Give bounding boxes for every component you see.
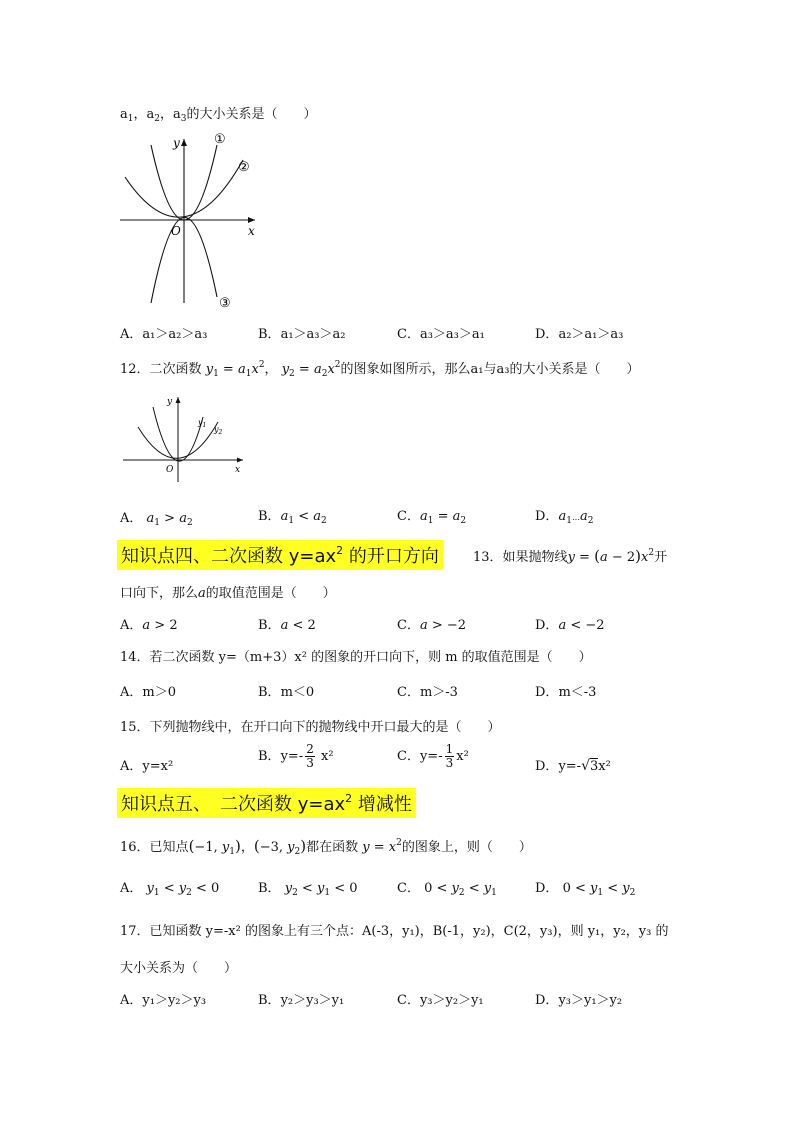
q14-option-a[interactable]: A．m＞0	[120, 685, 176, 700]
q17-option-d[interactable]: D．y₃＞y₁＞y₂	[535, 993, 623, 1008]
x-label: x	[248, 224, 255, 238]
q12-option-d[interactable]: D．$a_1\dots a_2$	[535, 509, 594, 526]
section-4-heading: 知识点四、二次函数 $y=ax^2$ 的开口方向	[117, 540, 443, 570]
q15-option-d[interactable]: D．y=-√3x²	[535, 758, 611, 774]
q12-stem: 12．二次函数 $y_1 = a_1x^2$， $y_2 = a_2x^2$的图象如图所示，那么a₁与a₃的大小关系是（ ）	[120, 360, 640, 379]
x-axis-arrow	[248, 217, 255, 223]
q14-option-d[interactable]: D．m＜-3	[535, 685, 597, 700]
q16-option-a[interactable]: A． $y_1 < y_2 < 0$	[120, 881, 220, 898]
q17-option-c[interactable]: C．y₃＞y₂＞y₁	[397, 993, 484, 1008]
q14-option-b[interactable]: B．m＜0	[258, 685, 315, 700]
q15-option-b[interactable]: B．y=- $\frac{2}{3}$ x²	[258, 742, 334, 770]
y1-label: $y_1$	[198, 418, 207, 429]
x-axis-arrow	[237, 458, 243, 463]
q17-option-b[interactable]: B．y₂＞y₃＞y₁	[258, 993, 345, 1008]
curve-3-label: ③	[219, 296, 231, 310]
q13-option-d[interactable]: D．a < −2	[535, 618, 605, 633]
q17-stem-line1: 17．已知函数 y=-x² 的图象上有三个点：A(-3，y₁)，B(-1，y₂)，C(2，y₃)，则 y₁，y₂，y₃ 的	[120, 924, 669, 939]
y-axis-arrow	[181, 139, 187, 146]
x-label: x	[235, 465, 241, 475]
q15-option-a[interactable]: A．y=x²	[120, 759, 174, 774]
q13-stem-line1: 13．如果抛物线$y = (a - 2)x^2$开	[473, 547, 668, 565]
q15-option-c[interactable]: C．y=- $\frac{1}{3}$ x²	[397, 742, 469, 770]
origin-label: O	[171, 224, 181, 238]
q12-option-c[interactable]: C．$a_1 = a_2$	[397, 509, 467, 526]
q11-option-b[interactable]: B．a₁＞a₃＞a₂	[258, 327, 346, 342]
q13-option-c[interactable]: C．a > −2	[397, 618, 467, 633]
q17-stem-line2: 大小关系为（ ）	[120, 961, 238, 976]
q14-option-c[interactable]: C．m＞-3	[397, 685, 458, 700]
q16-option-d[interactable]: D． $0 < y_1 < y_2$	[535, 881, 636, 898]
y2-label: $y_2$	[214, 425, 223, 436]
q16-option-b[interactable]: B． $y_2 < y_1 < 0$	[258, 881, 358, 898]
curve-1-label: ①	[214, 132, 226, 147]
q16-stem: 16．已知点(−1, $y_1$)，(−3, $y_2$)都在函数 $y = x^2$的图象上，则（ ）	[120, 837, 532, 857]
q17-option-a[interactable]: A．y₁＞y₂＞y₃	[120, 993, 207, 1008]
q11-option-d[interactable]: D．a₂＞a₁＞a₃	[535, 327, 624, 342]
q11-parabola-figure	[115, 125, 265, 310]
q12-option-a[interactable]: A． $a_1 > a_2$	[120, 511, 193, 528]
q14-stem: 14．若二次函数 y=（m+3）x² 的图象的开口向下，则 m 的取值范围是（ ）	[120, 650, 592, 665]
q13-option-a[interactable]: A．a > 2	[120, 618, 178, 633]
y-axis-arrow	[176, 397, 181, 403]
y-label: y	[173, 136, 180, 150]
q11-stem: $a_1$，$a_2$，$a_3$的大小关系是（ ）	[120, 107, 317, 124]
origin-label: O	[166, 465, 174, 475]
curve-2-label: ②	[238, 160, 250, 175]
q13-option-b[interactable]: B．a < 2	[258, 618, 316, 633]
section-5-heading: 知识点五、 二次函数 $y=ax^2$ 增减性	[117, 788, 416, 818]
q11-option-c[interactable]: C．a₃＞a₃＞a₁	[397, 327, 485, 342]
q13-stem-line2: 口向下，那么a的取值范围是（ ）	[120, 586, 336, 601]
q11-option-a[interactable]: A．a₁＞a₂＞a₃	[120, 327, 208, 342]
q16-option-c[interactable]: C． $0 < y_2 < y_1$	[397, 881, 497, 898]
q12-option-b[interactable]: B．$a_1 < a_2$	[258, 509, 327, 526]
y-label: y	[167, 397, 173, 407]
q12-parabola-figure	[118, 392, 248, 487]
q15-stem: 15．下列抛物线中，在开口向下的抛物线中开口最大的是（ ）	[120, 720, 501, 735]
